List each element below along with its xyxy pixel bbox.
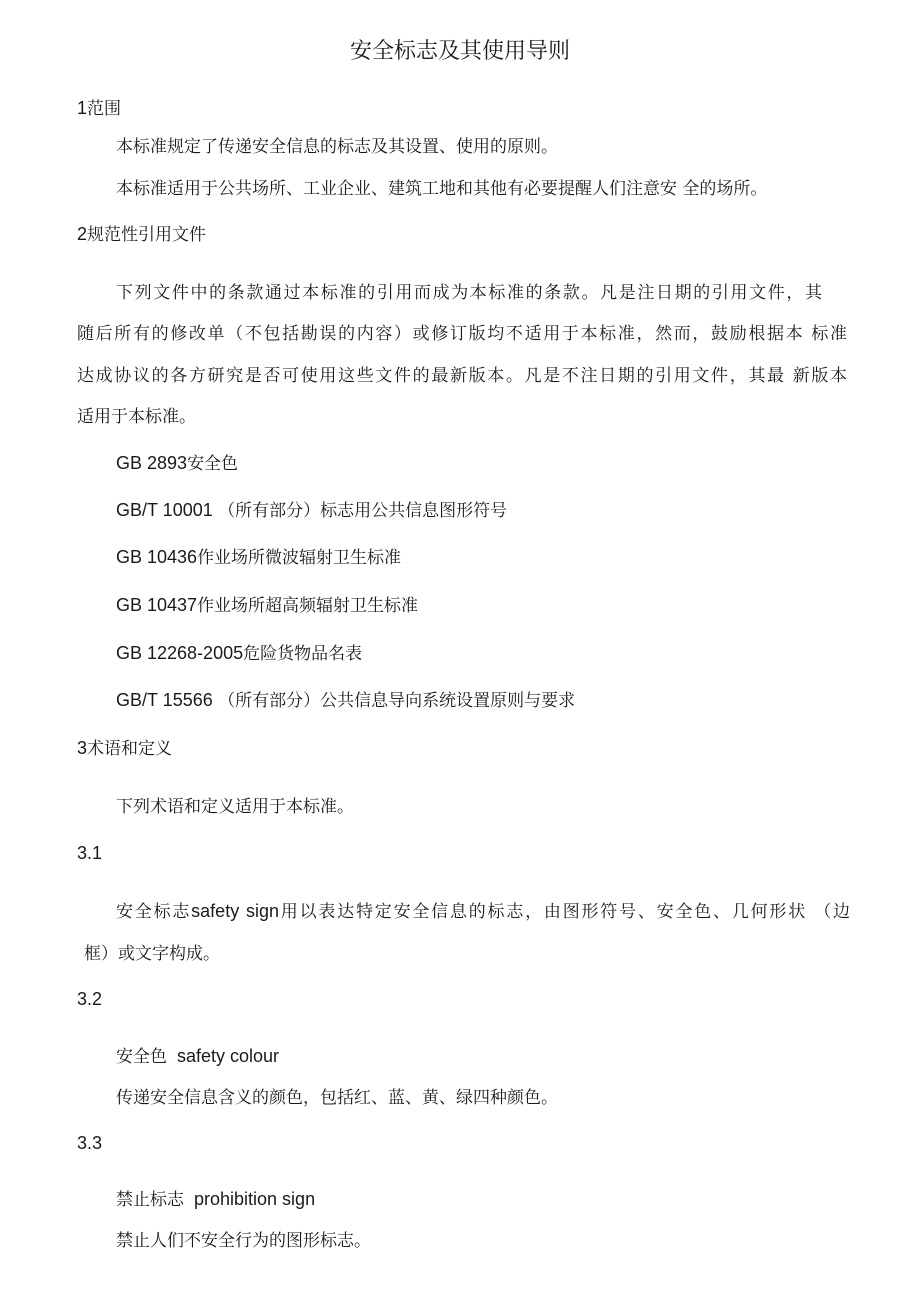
reference-item <box>116 452 238 475</box>
term-3-1-definition-line <box>116 900 850 923</box>
term-3-2-number: 3.2 <box>77 989 103 1009</box>
term-3-1-number: 3.1 <box>77 843 103 863</box>
reference-code: GB/T 15566 <box>116 690 213 710</box>
reference-code: GB/T 10001 <box>116 500 213 520</box>
term-3-1-definition-cont: 框）或文字构成。 <box>84 944 220 964</box>
reference-code: GB 12268-2005 <box>116 643 244 663</box>
term-3-2-term-en: safety colour <box>177 1046 280 1066</box>
section-2-heading <box>77 223 206 246</box>
reference-title: 作业场所微波辐射卫生标准 <box>197 548 402 568</box>
reference-title: 安全色 <box>187 454 239 474</box>
reference-code: GB 2893 <box>116 453 188 473</box>
section-1-paragraph-1: 本标准规定了传递安全信息的标志及其设置、使用的原则。 <box>116 137 558 157</box>
section-3-title: 术语和定义 <box>87 739 173 759</box>
term-3-3-term <box>116 1188 315 1211</box>
section-1-paragraph-2: 本标准适用于公共场所、工业企业、建筑工地和其他有必要提醒人们注意安 全的场所。 <box>116 179 768 199</box>
term-3-2-term-cn: 安全色 <box>116 1047 167 1067</box>
reference-item <box>116 499 507 522</box>
section-3-number: 3 <box>77 738 88 758</box>
term-3-1-term-en: safety sign <box>191 901 280 921</box>
term-3-3-number: 3.3 <box>77 1133 103 1153</box>
section-2-paragraph-line: 下列文件中的条款通过本标准的引用而成为本标准的条款。凡是注日期的引用文件，其 <box>116 283 822 303</box>
reference-code: GB 10437 <box>116 595 198 615</box>
reference-item <box>116 546 401 569</box>
term-3-3-term-cn: 禁止标志 <box>116 1190 184 1210</box>
reference-item <box>116 689 575 712</box>
section-2-number: 2 <box>77 224 88 244</box>
section-3-heading <box>77 737 172 760</box>
reference-title: 作业场所超高频辐射卫生标准 <box>197 596 419 616</box>
term-3-1-definition: 用以表达特定安全信息的标志，由图形符号、安全色、几何形状 （边 <box>279 902 851 922</box>
term-3-2-definition: 传递安全信息含义的颜色，包括红、蓝、黄、绿四种颜色。 <box>116 1088 558 1108</box>
reference-code: GB 10436 <box>116 547 198 567</box>
section-3-intro: 下列术语和定义适用于本标准。 <box>116 797 354 817</box>
reference-item <box>116 594 418 617</box>
section-1-heading <box>77 97 121 120</box>
document-title: 安全标志及其使用导则 <box>349 39 570 64</box>
section-1-title: 范围 <box>87 99 122 119</box>
term-3-3-term-en: prohibition sign <box>194 1189 316 1209</box>
term-3-3-definition: 禁止人们不安全行为的图形标志。 <box>116 1231 371 1251</box>
reference-title: （所有部分）公共信息导向系统设置原则与要求 <box>212 691 576 711</box>
reference-title: 危险货物品名表 <box>243 644 363 664</box>
reference-title: （所有部分）标志用公共信息图形符号 <box>212 501 508 521</box>
section-2-paragraph-line: 适用于本标准。 <box>77 407 196 427</box>
term-3-1-term-cn: 安全标志 <box>116 902 192 922</box>
reference-item <box>116 642 362 665</box>
section-2-title: 规范性引用文件 <box>87 225 207 245</box>
section-2-paragraph-line: 随后所有的修改单（不包括勘误的内容）或修订版均不适用于本标准，然而，鼓励根据本 标准 <box>77 324 847 344</box>
term-3-2-term <box>116 1045 279 1068</box>
section-1-number: 1 <box>77 98 88 118</box>
section-2-paragraph-line: 达成协议的各方研究是否可使用这些文件的最新版本。凡是不注日期的引用文件，其最 新版本 <box>77 366 847 386</box>
